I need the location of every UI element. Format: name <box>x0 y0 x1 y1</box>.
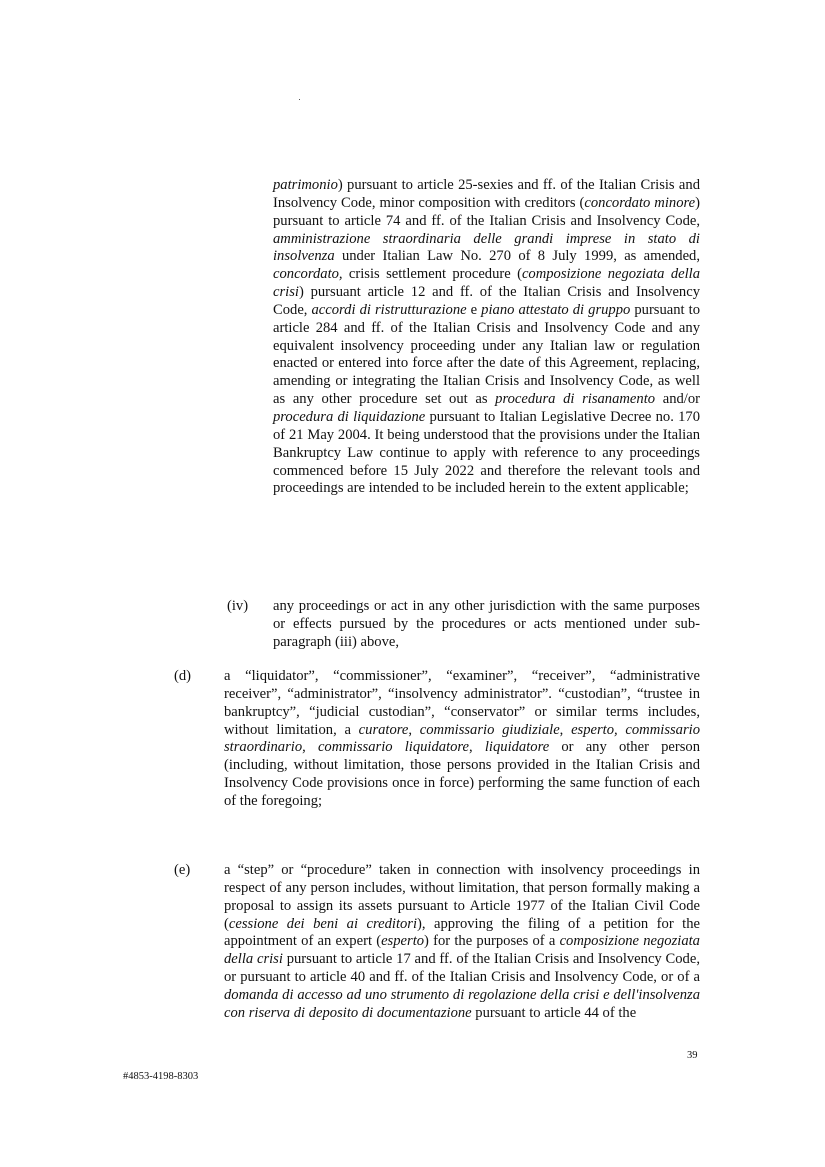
italic-term: commissario liquidatore <box>317 739 470 756</box>
italic-term: procedura di risanamento <box>495 391 656 408</box>
italic-term: piano attestato di gruppo <box>481 301 631 318</box>
italic-term: composizione negoziata della crisi <box>273 266 700 301</box>
italic-term: cessione dei beni ai creditori <box>228 915 418 932</box>
italic-term: esperto <box>381 933 425 950</box>
italic-term: curatore <box>358 721 409 738</box>
item-d-text: a “liquidator”, “commissioner”, “examiner”, “receiver”, “administrative receiver”, “administrator”, “insolvency administrator”. “custodian”, “trustee in bankruptcy”, “judicial custodian”, “conservator” or similar terms includes, without limitation, a curatore, commissario giudiziale, esperto, commissario straordinario, commissario liquidatore, liquidatore or any other person (including, without limitation, those persons provided in the Italian Crisis and Insolvency Code provisions once in force) performing the same function of each of the foregoing; <box>224 668 701 809</box>
italic-term: liquidatore <box>484 739 550 756</box>
italic-term: concordato minore <box>584 194 696 211</box>
sub-item-iii-continuation: patrimonio) pursuant to article 25-sexies and ff. of the Italian Crisis and Insolvency Code, minor composition with creditors (concordato minore) pursuant to article 74 and ff. of the Italian Crisis and Insolvency Code, amministrazione straordinaria delle grandi imprese in stato di insolvenza under Italian Law No. 270 of 8 July 1999, as amended, concordato, crisis settlement procedure (composizione negoziata della crisi) pursuant article 12 and ff. of the Italian Crisis and Insolvency Code, accordi di ristrutturazione e piano attestato di gruppo pursuant to article 284 and ff. of the Italian Crisis and Insolvency Code and any equivalent insolvency proceeding under any Italian law or regulation enacted or entered into force after the date of this Agreement, replacing, amending or integrating the Italian Crisis and Insolvency Code, as well as any other procedure set out as procedura di risanamento and/or procedura di liquidazione pursuant to Italian Legislative Decree no. 170 of 21 May 2004. It being understood that the provisions under the Italian Bankruptcy Law continue to apply with reference to any proceedings commenced before 15 July 2022 and therefore the relevant tools and proceedings are intended to be included herein to the extent applicable; <box>273 177 701 497</box>
italic-term: domanda di accesso ad uno strumento di regolazione della crisi e dell'insolvenza con riserva di deposito di documentazione <box>224 986 700 1021</box>
italic-term: procedura di liquidazione <box>273 408 426 425</box>
italic-term: patrimonio <box>273 177 338 193</box>
italic-term: amministrazione straordinaria delle grandi imprese in stato di insolvenza <box>273 230 700 265</box>
italic-term: esperto, commissario straordinario <box>224 721 700 756</box>
italic-term: composizione negoziata della crisi <box>224 933 700 968</box>
sub-item-iv-label: (iv) <box>227 598 249 614</box>
item-d-label: (d) <box>174 668 192 684</box>
sub-item-iv-text: any proceedings or act in any other jurisdiction with the same purposes or effects pursued by the procedures or acts mentioned under sub-paragraph (iii) above, <box>273 598 700 650</box>
italic-term: accordi di ristrutturazione <box>311 301 467 318</box>
item-e-text: a “step” or “procedure” taken in connection with insolvency proceedings in respect of any person includes, without limitation, that person formally making a proposal to assign its assets pursuant to Article 1977 of the Italian Civil Code (cessione dei beni ai creditori), approving the filing of a petition for the appointment of an expert (esperto) for the purposes of a composizione negoziata della crisi pursuant to article 17 and ff. of the Italian Crisis and Insolvency Code, or pursuant to article 40 and ff. of the Italian Crisis and Insolvency Code, or of a domanda di accesso ad uno strumento di regolazione della crisi e dell'insolvenza con riserva di deposito di documentazione pursuant to article 44 of the <box>224 862 700 1021</box>
page-number: 39 <box>687 1050 698 1061</box>
italic-term: concordato, <box>273 266 343 283</box>
header-mark <box>299 99 300 100</box>
document-reference: #4853-4198-8303 <box>123 1071 199 1082</box>
item-e-label: (e) <box>174 862 191 878</box>
italic-term: commissario giudiziale <box>419 721 560 738</box>
